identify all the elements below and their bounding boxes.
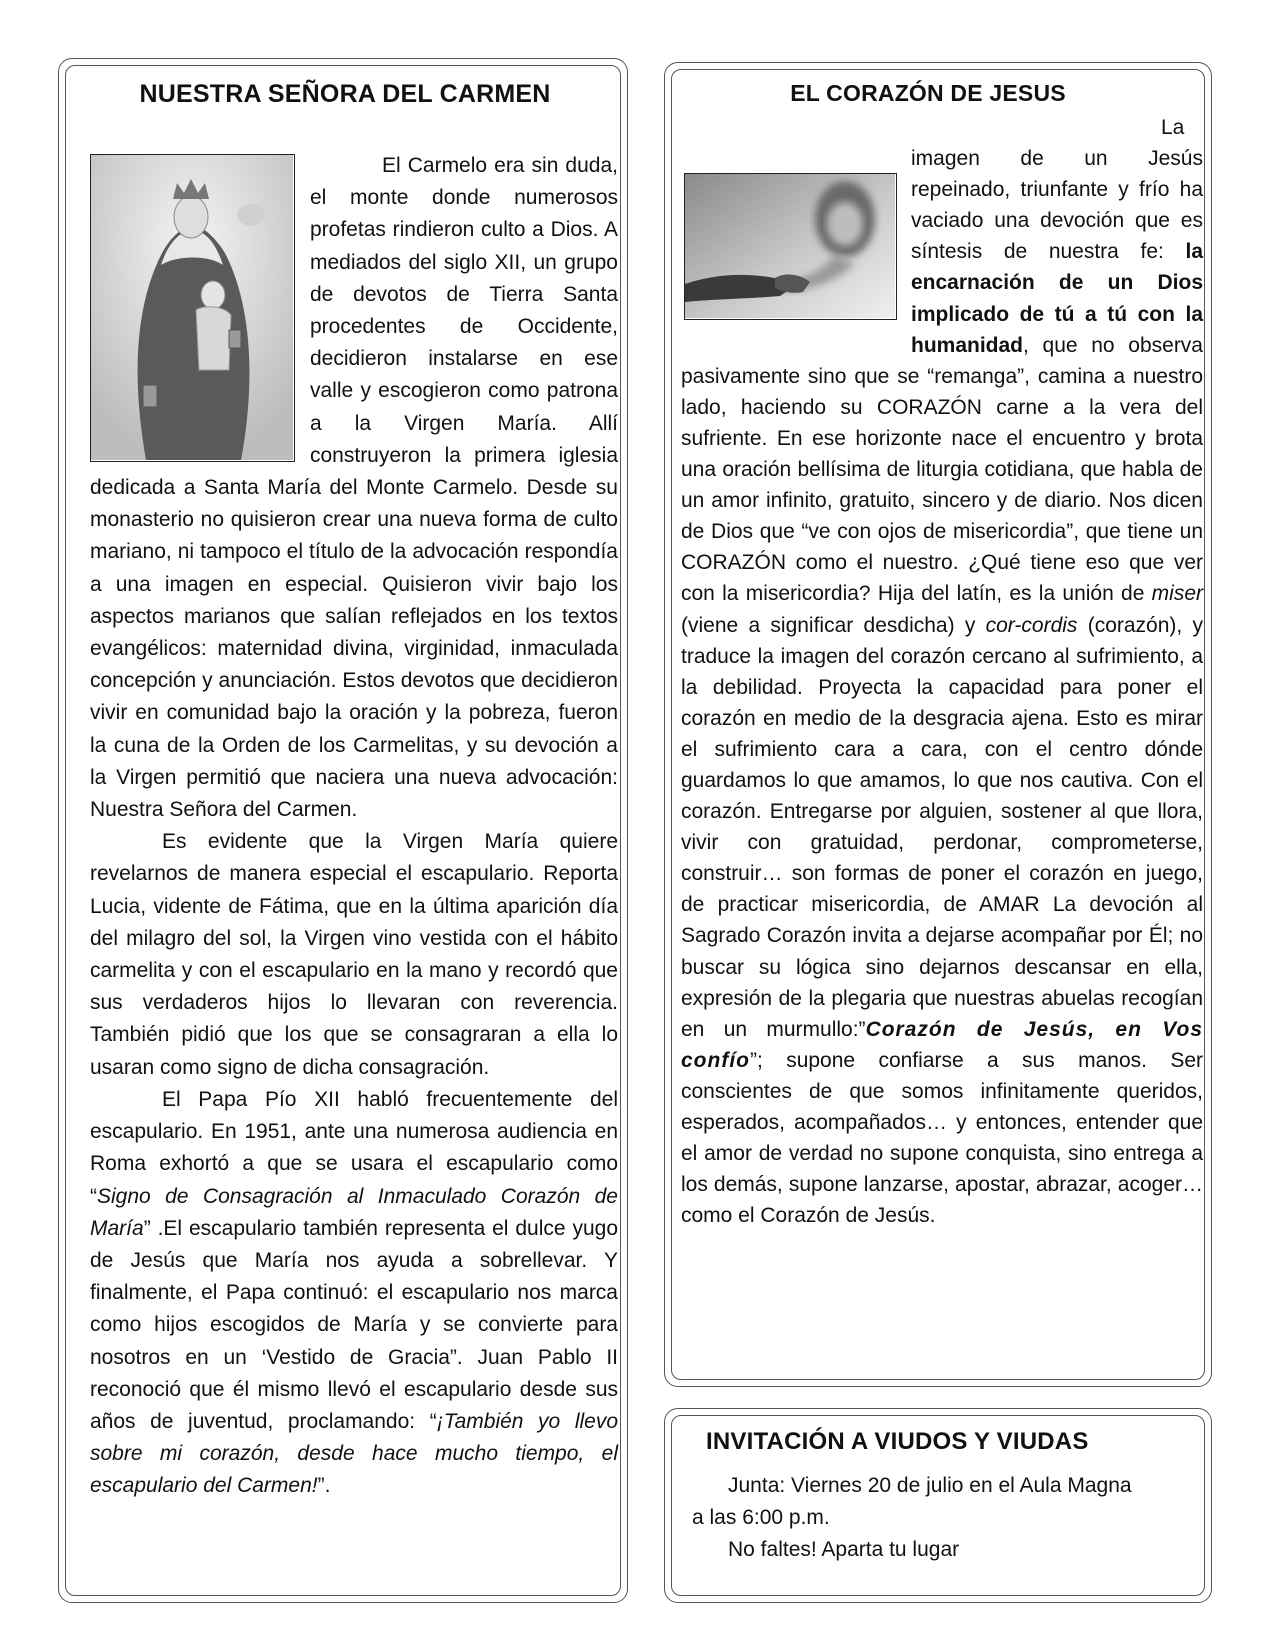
italic-cor-cordis: cor-cordis xyxy=(985,613,1078,637)
invitation-line-1: Junta: Viernes 20 de julio en el Aula Magna xyxy=(728,1474,1132,1497)
left-article-title: NUESTRA SEÑORA DEL CARMEN xyxy=(139,80,551,108)
bold-encarnacion: la encarnación de un Dios implicado de tú a tú con la humanidad xyxy=(911,240,1203,357)
left-paragraph-2: Es evidente que la Virgen María quiere revelarnos de manera especial el escapulario. Reporta Lucia, vidente de Fátima, que en la última aparición día del milagro del sol, la Virgen vino vestida con el hábito carmelita y con el escapulario en la mano y recordó que sus verdaderos hijos lo llevaran con reverencia. También pidió que los que se consagraran a ella lo usaran como signo de dicha consagración. xyxy=(90,830,618,1079)
invitation-line-2: a las 6:00 p.m. xyxy=(692,1506,830,1529)
quote-juan-pablo: ¡También yo llevo sobre mi corazón, desde hace mucho tiempo, el escapulario del Carmen! xyxy=(90,1409,619,1498)
right-article-title: EL CORAZÓN DE JESUS xyxy=(790,80,1066,106)
invitation-line-3: No faltes! Aparta tu lugar xyxy=(728,1538,960,1561)
quote-consagracion: Signo de Consagración al Inmaculado Corazón de María xyxy=(90,1184,618,1240)
right-article-body xyxy=(681,112,1203,1231)
right-paragraph: La imagen de un Jesús repeinado, triunfante y frío ha vaciado una devoción que es síntesis de nuestra fe: la encarnación de un Dios implicado de tú a tú con la humanidad, que no observa pasivamente sino que se “remanga”, camina a nuestro lado, haciendo su CORAZÓN carne a la vera del sufriente. En ese horizonte nace el encuentro y brota una oración bellísima de liturgia cotidiana, que habla de un amor infinito, gratuito, sincero y de diario. Nos dicen de Dios que “ve con ojos de misericordia”, que tiene un CORAZÓN como el nuestro. ¿Qué tiene eso que ver con la misericordia? Hija del latín, es la unión de miser (viene a significar desdicha) y cor-cordis (corazón), y traduce la imagen del corazón cercano al sufrimiento, a la debilidad. Proyecta la capacidad para poner el corazón en medio de la desgracia ajena. Esto es mirar el sufrimiento cara a cara, con el centro dónde guardamos lo que amamos, lo que nos cautiva. Con el corazón. Entregarse por alguien, sostener al que llora, vivir con gratuidad, perdonar, comprometerse, construir… son formas de poner el corazón en juego, de practicar misericordia, de AMAR La devoción al Sagrado Corazón invita a dejarse acompañar por Él; no buscar su lógica sino dejarnos descansar en ella, expresión de la plegaria que nuestras abuelas recogían en un murmullo:”Corazón de Jesús, en Vos confío”; supone confiarse a sus manos. Ser conscientes de que somos infinitamente queridos, esperados, acompañados… y entonces, entender que el amor de verdad no supone conquista, sino entrega a los demás, supone lanzarse, apostar, abrazar, acoger… como el Corazón de Jesús. xyxy=(681,116,1204,1228)
bold-italic-corazon-de-jesus: Corazón de Jesús, en Vos confío xyxy=(681,1017,1204,1072)
left-paragraph-3: El Papa Pío XII habló frecuentemente del escapulario. En 1951, ante una numerosa audiencia en Roma exhortó a que se usara el escapulario como “Signo de Consagración al Inmaculado Corazón de María” .El escapulario también representa el dulce yugo de Jesús que María nos ayuda a sobrellevar. Y finalmente, el Papa continuó: el escapulario nos marca como hijos escogidos de María y se convierte para nosotros en un ‘Vestido de Gracia”. Juan Pablo II reconoció que él mismo llevó el escapulario desde sus años de juventud, proclamando: “¡También yo llevo sobre mi corazón, desde hace mucho tiempo, el escapulario del Carmen!”. xyxy=(90,1087,619,1498)
left-article-body xyxy=(90,150,618,1503)
invitation-body xyxy=(692,1470,1192,1566)
italic-miser: miser xyxy=(1151,582,1203,606)
virgin-del-carmen-image xyxy=(90,154,295,462)
left-paragraph-1: El Carmelo era sin duda, el monte donde numerosos profetas rindieron culto a Dios. A mediados del siglo XII, un grupo de devotos de Tierra Santa procedentes de Occidente, decidieron instalarse en ese valle y escogieron como patrona a la Virgen María. Allí construyeron la primera iglesia dedicada a Santa María del Monte Carmelo. Desde su monasterio no quisieron crear una nueva forma de culto mariano, ni tampoco el título de la advocación respondía a una imagen en especial. Quisieron vivir bajo los aspectos marianos que salían reflejados en los textos evangélicos: maternidad divina, virginidad, inmaculada concepción y anunciación. Estos devotos que decidieron vivir en comunidad bajo la oración y la pobreza, fueron la cuna de la Orden de los Carmelitas, y su devoción a la Virgen permitió que naciera una nueva advocación: Nuestra Señora del Carmen. xyxy=(90,154,618,822)
invitation-title: INVITACIÓN A VIUDOS Y VIUDAS xyxy=(706,1428,1089,1455)
reaching-hands-image xyxy=(684,173,897,320)
